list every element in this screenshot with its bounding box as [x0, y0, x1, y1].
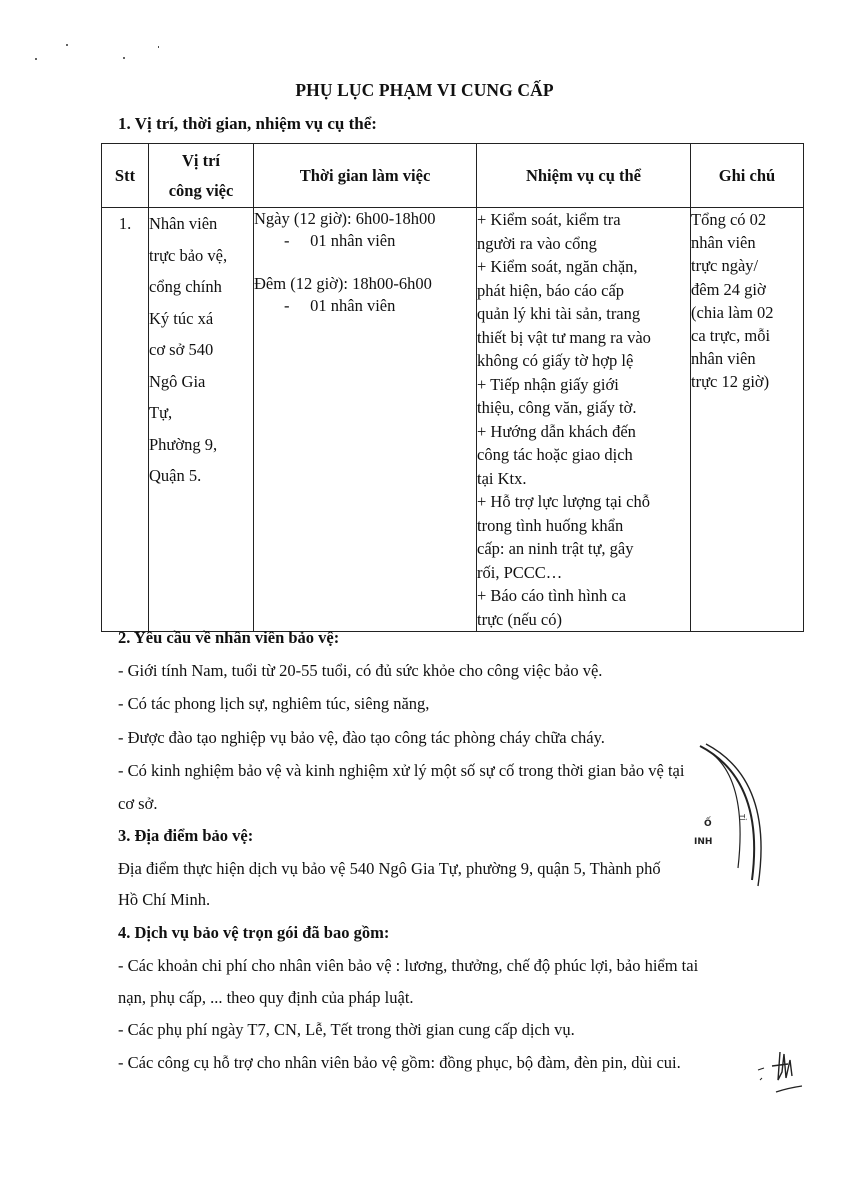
cell-position: [149, 208, 254, 632]
document-title: PHỤ LỤC PHẠM VI CUNG CẤP: [295, 80, 554, 100]
header-time: Thời gian làm việc: [254, 144, 477, 208]
svg-text:INH: INH: [694, 837, 713, 847]
task-line: cấp: an ninh trật tự, gây: [477, 539, 634, 558]
header-note: Ghi chú: [691, 144, 804, 208]
task-line: thiệu, công văn, giấy tờ.: [477, 398, 637, 417]
header-position: [149, 144, 254, 208]
day-shift-staff: - 01 nhân viên: [284, 231, 396, 250]
position-line: Phường 9,: [149, 434, 218, 454]
task-line: + Kiểm soát, kiểm tra: [477, 210, 621, 229]
task-line: + Tiếp nhận giấy giới: [477, 374, 619, 394]
requirement-item: - Giới tính Nam, tuổi từ 20-55 tuổi, có đủ sức khỏe cho công việc bảo vệ.: [118, 661, 603, 680]
header-position-line2: công việc: [168, 180, 234, 200]
table-header-row: [102, 144, 804, 208]
requirement-item: - Có kinh nghiệm bảo vệ và kinh nghiệm xử lý một số sự cố trong thời gian bảo vệ tại: [118, 761, 685, 780]
service-item: - Các khoản chi phí cho nhân viên bảo vệ : lương, thưởng, chế độ phúc lợi, bảo hiểm tai: [118, 956, 699, 975]
position-line: cổng chính: [149, 277, 222, 296]
requirement-item: - Được đào tạo nghiệp vụ bảo vệ, đào tạo công tác phòng cháy chữa cháy.: [118, 728, 605, 747]
scan-speck: [35, 58, 37, 60]
note-line: (chia làm 02: [691, 302, 774, 322]
task-line: + Kiểm soát, ngăn chặn,: [477, 257, 638, 276]
svg-text:TỈ: TỈ: [738, 814, 746, 821]
seal-stamp: [690, 740, 780, 890]
scope-table: [101, 143, 804, 632]
position-line: Tự,: [149, 403, 173, 422]
task-line: + Báo cáo tình hình ca: [477, 586, 627, 605]
night-shift-staff: - 01 nhân viên: [284, 296, 396, 315]
requirement-item: - Có tác phong lịch sự, nghiêm túc, siêng năng,: [118, 694, 430, 713]
note-line: trực ngày/: [691, 256, 759, 276]
cell-tasks: [477, 208, 691, 632]
position-line: cơ sở 540: [149, 340, 214, 359]
task-line: phát hiện, báo cáo cấp: [477, 280, 625, 300]
service-item: nạn, phụ cấp, ... theo quy định của pháp luật.: [118, 988, 414, 1007]
position-line: Ký túc xá: [149, 308, 214, 328]
note-line: nhân viên: [691, 349, 756, 369]
task-line: quản lý khi tài sản, trang: [477, 304, 641, 323]
note-line: Tổng có 02: [691, 210, 767, 229]
header-position-line1: Vị trí: [181, 150, 221, 170]
section-3-heading: 3. Địa điểm bảo vệ:: [118, 826, 254, 845]
position-line: Nhân viên: [149, 214, 218, 233]
task-line: trong tình huống khẩn: [477, 515, 624, 535]
section-1-heading: 1. Vị trí, thời gian, nhiệm vụ cụ thể:: [118, 114, 377, 133]
task-line: + Hướng dẫn khách đến: [477, 421, 636, 441]
task-line: công tác hoặc giao dịch: [477, 445, 633, 464]
svg-text:Ố: Ố: [704, 819, 712, 829]
header-tasks: Nhiệm vụ cụ thể: [477, 144, 691, 208]
task-line: người ra vào cổng: [477, 233, 597, 253]
signature: [752, 1040, 812, 1096]
cell-stt: 1.: [102, 208, 149, 632]
scan-speck: [158, 46, 159, 48]
location-line: Hồ Chí Minh.: [118, 890, 211, 909]
cell-note: [691, 208, 804, 632]
position-line: trực bảo vệ,: [149, 245, 228, 265]
task-line: + Hỗ trợ lực lượng tại chỗ: [477, 492, 650, 511]
task-line: không có giấy tờ hợp lệ: [477, 351, 634, 370]
scan-speck: [66, 44, 68, 46]
header-stt: Stt: [102, 144, 149, 208]
day-shift: Ngày (12 giờ): 6h00-18h00: [254, 209, 436, 228]
position-line: Quận 5.: [149, 466, 202, 485]
task-line: tại Ktx.: [477, 468, 527, 488]
service-item: - Các phụ phí ngày T7, CN, Lễ, Tết trong thời gian cung cấp dịch vụ.: [118, 1020, 575, 1039]
section-2-heading: 2. Yêu cầu về nhân viên bảo vệ:: [118, 628, 340, 647]
note-line: đêm 24 giờ: [691, 279, 766, 299]
requirement-item: cơ sở.: [118, 794, 158, 813]
note-line: trực 12 giờ): [691, 372, 770, 392]
section-4-heading: 4. Dịch vụ bảo vệ trọn gói đã bao gồm:: [118, 923, 390, 942]
scan-speck: [123, 57, 125, 59]
task-line: trực (nếu có): [477, 609, 562, 629]
location-line: Địa điểm thực hiện dịch vụ bảo vệ 540 Ngô Gia Tự, phường 9, quận 5, Thành phố: [118, 859, 661, 878]
night-shift: Đêm (12 giờ): 18h00-6h00: [254, 274, 432, 293]
table-row: [102, 208, 804, 632]
note-line: nhân viên: [691, 233, 756, 253]
task-line: rối, PCCC…: [477, 562, 563, 582]
position-line: Ngô Gia: [149, 371, 206, 391]
task-line: thiết bị vật tư mang ra vào: [477, 327, 651, 347]
cell-working-time: [254, 208, 477, 632]
note-line: ca trực, mỗi: [691, 326, 771, 346]
service-item: - Các công cụ hỗ trợ cho nhân viên bảo vệ gồm: đồng phục, bộ đàm, đèn pin, dùi cui.: [118, 1053, 681, 1072]
